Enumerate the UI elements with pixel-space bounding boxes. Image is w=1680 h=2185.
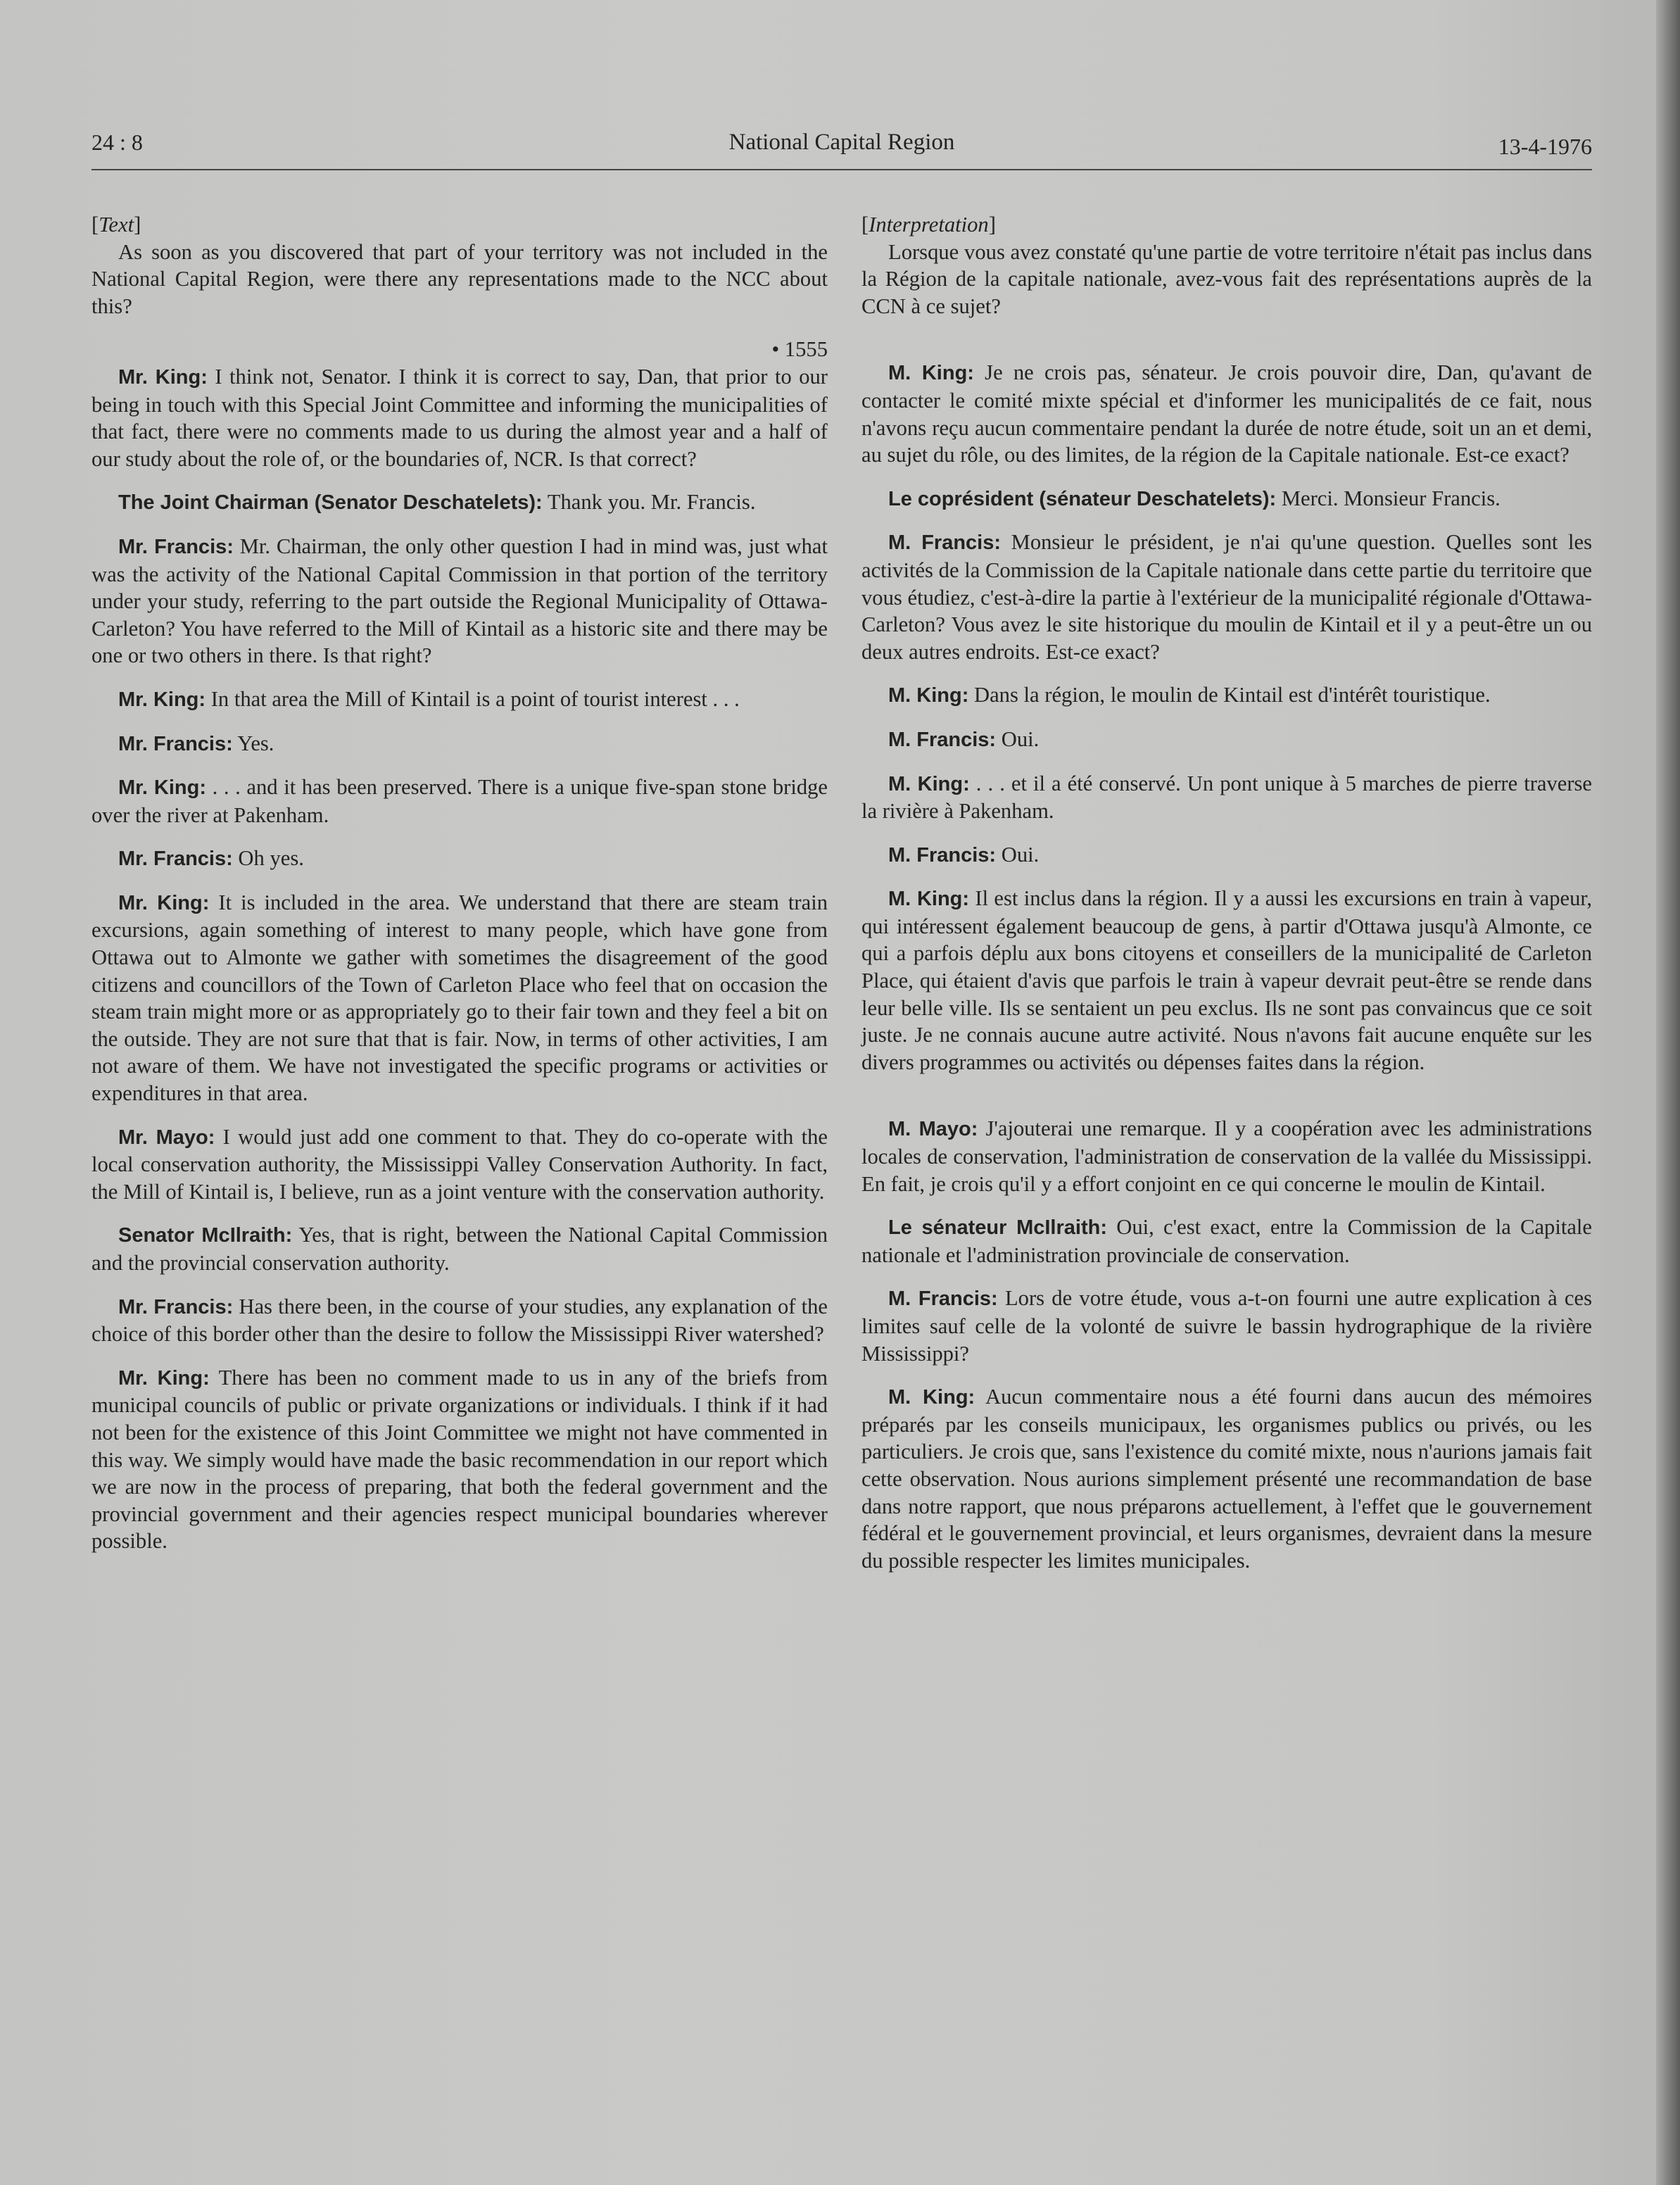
transcript-paragraph (861, 485, 1592, 513)
transcript-paragraph (91, 845, 828, 873)
transcript-paragraph (91, 730, 828, 758)
transcript-paragraph (91, 1123, 828, 1206)
speaker-name: M. King: (888, 888, 970, 911)
transcript-paragraph (861, 359, 1592, 468)
speaker-name: M. King: (888, 362, 974, 385)
speaker-name: Senator McIlraith: (118, 1224, 293, 1247)
transcript-paragraph (861, 1383, 1592, 1574)
speaker-name: Mr. King: (118, 776, 207, 800)
transcript-paragraph (861, 770, 1592, 825)
speaker-name: M. Francis: (888, 1287, 998, 1311)
question-paragraph: As soon as you discovered that part of your territory was not included in the National Capital Region, were there any representations made to the NCC about this? (91, 239, 828, 318)
speech-text: Merci. Monsieur Francis. (1276, 486, 1501, 510)
transcript-paragraph (91, 889, 828, 1107)
transcript-paragraph (91, 774, 828, 829)
page-binding-edge (1656, 0, 1680, 2185)
speaker-name: Mr. Francis: (118, 848, 233, 871)
speech-text: Yes. (232, 731, 274, 755)
speech-text: Oh yes. (232, 846, 304, 871)
question-paragraph: Lorsque vous avez constaté qu'une partie de votre territoire n'était pas inclus dans la Région de la capitale nationale, avez-vous fait des représentations auprès de la CCN à ce sujet? (861, 239, 1592, 318)
transcript-paragraph (861, 1285, 1592, 1367)
speech-text: There has been no comment made to us in any of the briefs from municipal councils of public or private organizations or individuals. I think if it had not been for the existence of this Joint Committee we might not have commented in this way. We simply would have made the basic recommendation in our report which we are now in the process of preparing, that both the federal government and the provincial government and their agencies respect municipal boundaries wherever possible. (91, 1365, 828, 1554)
transcript-paragraph (861, 885, 1592, 1076)
speech-text: I would just add one comment to that. They do co-operate with the local conservation authority, the Mississippi Valley Conservation Authority. In fact, the Mill of Kintail is, I believe, run as a joint venture with the conservation authority. (91, 1124, 828, 1204)
transcript-paragraph (91, 363, 828, 472)
transcript-paragraph (91, 489, 828, 517)
speaker-name: M. Mayo: (888, 1118, 978, 1141)
speaker-name: M. King: (888, 684, 969, 707)
speaker-name: Mr. Mayo: (118, 1126, 215, 1149)
speech-text: Je ne crois pas, sénateur. Je crois pouvoir dire, Dan, qu'avant de contacter le comité mixte spécial et d'informer les municipalités de ce fait, nous n'avons reçu aucun commentaire pendant la durée de notre étude, soit un an et demi, au sujet du rôle, ou des limites, de la région de la Capitale nationale. Est-ce exact? (861, 360, 1592, 467)
speech-text: Thank you. Mr. Francis. (542, 490, 756, 515)
speaker-name: Mr. King: (118, 365, 208, 389)
speaker-name: Mr. Francis: (118, 1295, 234, 1318)
speaker-name: M. King: (888, 772, 970, 795)
speech-text: It is included in the area. We understand that there are steam train excursions, again something of interest to many people, which have gone from Ottawa out to Almonte we gather with sometimes the disagreement of the good citizens and councillors of the Town of Carleton Place who feel that on occasion the steam train might more or as appropriately go to their fair town and they feel a bit on the outside. They are not sure that that is fair. Now, in terms of other activities, I am not aware of them. We have not investigated the specific programs or activities or expenditures in that area. (91, 890, 828, 1106)
publication-title: National Capital Region (728, 130, 955, 155)
language-tag: [Text] (91, 213, 141, 237)
speech-text: Oui. (996, 842, 1040, 867)
transcript-paragraph (861, 681, 1592, 710)
transcript-paragraph (861, 841, 1592, 869)
transcript-paragraph (861, 1115, 1592, 1197)
speaker-name: M. King: (888, 1386, 975, 1409)
speaker-name: Le sénateur McIlraith: (888, 1216, 1107, 1240)
speech-text: Oui. (996, 726, 1040, 751)
speech-text: . . . et il a été conservé. Un pont unique à 5 marches de pierre traverse la rivière à Pakenham. (861, 771, 1593, 824)
french-column (861, 211, 1592, 1590)
transcript-paragraph (91, 1221, 828, 1276)
speech-text: Il est inclus dans la région. Il y a aussi les excursions en train à vapeur, qui intéressent également beaucoup de gens, à partir d'Ottawa jusqu'à Almonte, ce qui a parfois déplu aux bons citoyens et conseillers de la municipalité de Carleton Place, qui étaient d'avis que parfois le train à vapeur devrait peut-être se rende dans leur belle ville. Ils se sentaient un peu exclus. Ils ne sont pas convaincus que ce soit juste. Je ne connais aucune autre activité. Nous n'avons fait aucune enquête sur les divers programmes ou activités ou dépenses faites dans la région. (861, 886, 1592, 1074)
speech-text: . . . and it has been preserved. There is a unique five-span stone bridge over the river at Pakenham. (91, 775, 828, 827)
speaker-name: Mr. Francis: (118, 535, 234, 558)
speaker-name: Mr. King: (118, 891, 210, 914)
speech-text: Oui, c'est exact, entre la Commission de la Capitale nationale et l'administration provinciale de conservation. (861, 1215, 1592, 1267)
timestamp: • 1555 (771, 337, 828, 362)
speech-text: Has there been, in the course of your studies, any explanation of the choice of this border other than the desire to follow the Mississippi River watershed? (91, 1294, 828, 1347)
transcript-paragraph (861, 726, 1592, 754)
speaker-name: M. Francis: (888, 728, 997, 751)
speech-text: Mr. Chairman, the only other question I had in mind was, just what was the activity of the National Capital Commission in that portion of the territory under your study, referring to the part outside the Regional Municipality of Ottawa-Carleton? You have referred to the Mill of Kintail as a historic site and there may be one or two others in there. Is that right? (91, 534, 828, 668)
speech-text: Monsieur le président, je n'ai qu'une question. Quelles sont les activités de la Commission de la Capitale nationale dans cette partie du territoire que vous étudiez, c'est-à-dire la partie à l'extérieur de la municipalité régionale d'Ottawa-Carleton? Vous avez le site historique du moulin de Kintail et il y a peut-être un ou deux autres endroits. Est-ce exact? (861, 530, 1593, 664)
session-date: 13-4-1976 (1498, 134, 1592, 159)
speaker-name: Mr. Francis: (118, 732, 233, 755)
speech-text: Aucun commentaire nous a été fourni dans aucun des mémoires préparés par les conseils municipaux, les organismes publics ou privés, ou les particuliers. Je crois que, sans l'existence du comité mixte, nous n'aurions jamais fait cette observation. Nous aurions simplement présenté une recommandation de base dans notre rapport, que nous préparons actuellement, à l'effet que le gouvernement fédéral et le gouvernement provincial, et leurs organismes, devraient dans la mesure du possible respecter les limites municipales. (861, 1385, 1592, 1573)
page-number: 24 : 8 (91, 130, 143, 155)
speech-text: J'ajouterai une remarque. Il y a coopération avec les administrations locales de conservation, l'administration de conservation de la vallée du Mississippi. En fait, je crois qu'il y a effort conjoint en ce qui concerne le moulin de Kintail. (861, 1116, 1592, 1196)
running-header (91, 130, 1592, 170)
transcript-paragraph (91, 1364, 828, 1555)
transcript-paragraph (91, 533, 828, 669)
speech-text: In that area the Mill of Kintail is a point of tourist interest . . . (206, 686, 740, 711)
speaker-name: The Joint Chairman (Senator Deschatelets): (118, 491, 543, 515)
speaker-name: Le coprésident (sénateur Deschatelets): (888, 487, 1277, 510)
transcript-paragraph (861, 529, 1592, 665)
transcript-paragraph (861, 1214, 1592, 1268)
english-column (91, 211, 828, 1571)
speaker-name: Mr. King: (118, 688, 206, 711)
language-tag: [Interpretation] (861, 213, 996, 237)
transcript-paragraph (91, 686, 828, 714)
speech-text: Yes, that is right, between the National Capital Commission and the provincial conservation authority. (91, 1223, 828, 1275)
speech-text: I think not, Senator. I think it is correct to say, Dan, that prior to our being in touch with this Special Joint Committee and informing the municipalities of that fact, there were no comments made to us during the almost year and a half of our study about the role of, or the boundaries of, NCR. Is that correct? (91, 364, 828, 471)
speaker-name: M. Francis: (888, 531, 1002, 555)
speech-text: Lors de votre étude, vous a-t-on fourni une autre explication à ces limites sauf celle de la volonté de suivre le bassin hydrographique de la rivière Mississippi? (861, 1286, 1592, 1366)
speaker-name: Mr. King: (118, 1366, 210, 1390)
transcript-paragraph (91, 1293, 828, 1348)
speaker-name: M. Francis: (888, 843, 997, 867)
speech-text: Dans la région, le moulin de Kintail est d'intérêt touristique. (968, 683, 1491, 707)
